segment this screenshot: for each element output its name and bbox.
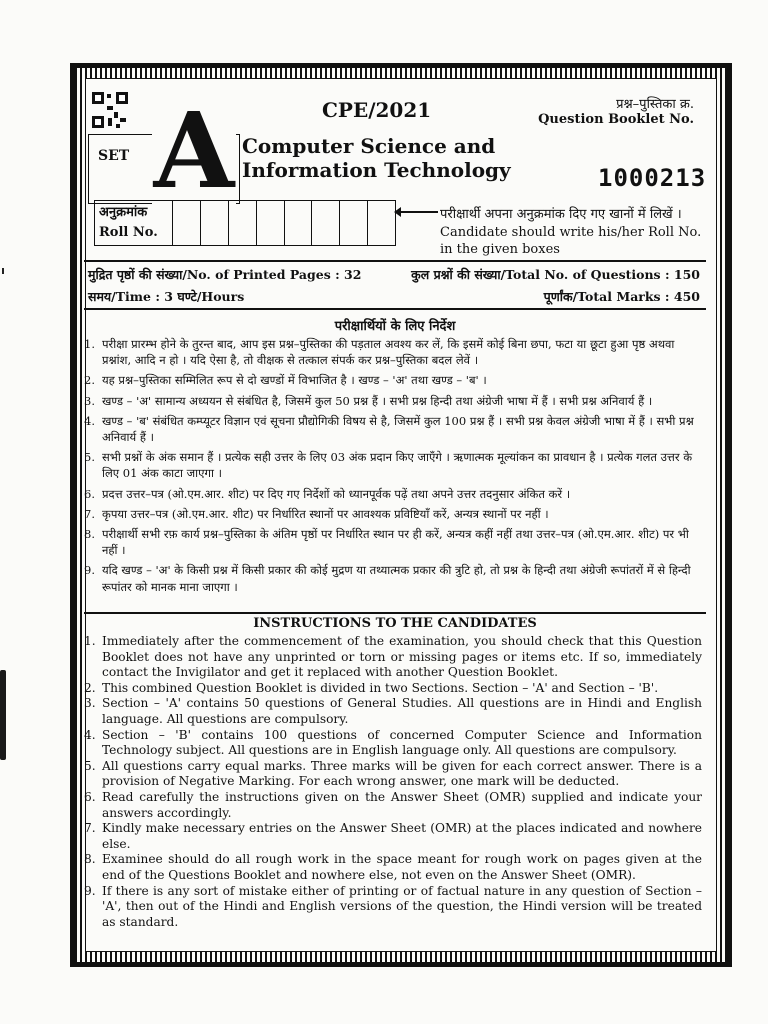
instruction-text: कृपया उत्तर–पत्र (ओ.एम.आर. शीट) पर निर्धारित स्थानों पर आवश्यक प्रविष्टियाँ करें, अन्यत्र स्थानों पर नहीं । [102,506,549,521]
instruction-item [84,336,702,368]
divider [84,308,706,310]
roll-cell[interactable] [312,201,340,245]
instruction-number: 4. [84,727,96,742]
scan-artifact-binding [0,670,6,760]
instruction-text: Read carefully the instructions given on the Answer Sheet (OMR) supplied and indicate your answers accordingly. [102,789,702,820]
instruction-text: प्रदत्त उत्तर–पत्र (ओ.एम.आर. शीट) पर दिए गए निर्देशों को ध्यानपूर्वक पढ़ें तथा अपने उत्तर तदनुसार अंकित करें । [102,486,571,501]
instruction-number: 6. [84,789,96,804]
roll-instruction-hindi: परीक्षार्थी अपना अनुक्रमांक दिए गए खानों में लिखें । [440,207,682,222]
instruction-item [84,562,702,594]
instruction-item [84,759,702,790]
english-instructions-list [84,634,702,930]
instruction-text: Kindly make necessary entries on the Answer Sheet (OMR) at the places indicated and nowhere else. [102,821,702,851]
roll-cell[interactable] [229,201,257,245]
instruction-text: परीक्षा प्रारम्भ होने के तुरन्त बाद, आप इस प्रश्न–पुस्तिका की पड़ताल अवश्य कर लें, कि इसमें कोई बिना छपा, फटा या छूटा हुआ पृष्ठ अथवा प्रश्नांश, आदि न हो । यदि ऐसा है, तो वीक्षक से तत्काल संपर्क कर प्रश्न–पुस्तिका बदल लेवें । [102,337,675,368]
instruction-text: This combined Question Booklet is divided in two Sections. Section – 'A' and Section – 'B'. [102,680,659,695]
instruction-number: 9. [84,883,96,898]
instruction-number: 3. [84,393,95,408]
hindi-instructions-list [84,336,702,599]
scan-artifact-top [2,268,4,274]
instruction-number: 6. [84,486,95,501]
booklet-label-hindi: प्रश्न–पुस्तिका क्र. [616,97,694,112]
instruction-item [84,852,702,883]
instruction-item [84,506,702,522]
booklet-number: 1000213 [598,164,706,192]
instruction-item [84,696,702,727]
roll-cell[interactable] [173,201,201,245]
subject-title: Computer Science and Information Technology [242,134,511,182]
instruction-item [84,413,702,445]
instruction-item [84,486,702,502]
printed-pages: मुद्रित पृष्ठों की संख्या/No. of Printed Pages : 32 [88,267,362,282]
time: समय/Time : 3 घण्टे/Hours [88,289,245,304]
hindi-instructions-title: परीक्षार्थियों के लिए निर्देश [334,319,456,334]
instruction-item [84,372,702,388]
instruction-item [84,449,702,481]
english-instructions-title: INSTRUCTIONS TO THE CANDIDATES [253,616,537,631]
instruction-text: खण्ड – 'अ' सामान्य अध्ययन से संबंधित है, जिसमें कुल 50 प्रश्न हैं । सभी प्रश्न हिन्दी तथा अंग्रेजी भाषा में हैं । सभी प्रश्न अनिवार्य हैं । [102,393,653,408]
instruction-item [84,526,702,558]
roll-cell[interactable] [201,201,229,245]
set-label: SET [98,148,130,164]
instruction-number: 8. [84,852,96,867]
instruction-text: Immediately after the commencement of the examination, you should check that this Question Booklet does not have any unprinted or torn or missing pages or items etc. If so, immediately contact the Invigilator and get it replaced with another Question Booklet. [102,634,702,680]
roll-instruction-english: Candidate should write his/her Roll No. in the given boxes [440,225,702,257]
instruction-number: 5. [84,450,95,465]
qr-code-icon [92,92,128,128]
instruction-number: 2. [84,373,95,388]
instruction-number: 7. [84,506,95,521]
instruction-item [84,393,702,409]
instruction-number: 7. [84,821,96,836]
instruction-item [84,634,702,681]
instruction-text: Section – 'A' contains 50 questions of General Studies. All questions are in Hindi and English language. All questions are compulsory. [102,696,702,726]
booklet-label-english: Question Booklet No. [538,112,694,127]
total-marks: पूर्णांक/Total Marks : 450 [543,289,700,304]
booklet-cover [84,78,706,940]
roll-label: अनुक्रमांक Roll No. [95,201,173,245]
instruction-number: 1. [84,634,96,648]
instruction-item [84,681,702,697]
total-questions: कुल प्रश्नों की संख्या/Total No. of Questions : 150 [411,267,700,282]
instruction-text: All questions carry equal marks. Three marks will be given for each correct answer. There is a provision of Negative Marking. For each wrong answer, one mark will be deducted. [102,758,702,789]
instruction-text: If there is any sort of mistake either of printing or of factual nature in any question of Section – 'A', then out of the Hindi and English versions of the question, the Hindi version will be treated as standard. [102,883,702,929]
instruction-number: 3. [84,696,96,711]
instruction-number: 5. [84,758,96,773]
instruction-number: 1. [84,337,95,351]
divider [84,260,706,262]
instruction-text: परीक्षार्थी सभी रफ़ कार्य प्रश्न–पुस्तिका के अंतिम पृष्ठों पर निर्धारित स्थान पर ही करें, अन्यत्र कहीं नहीं तथा उत्तर–पत्र (ओ.एम.आर. शीट) पर भी नहीं । [102,527,689,558]
roll-cell[interactable] [285,201,313,245]
instruction-number: 8. [84,527,95,542]
roll-number-box [94,200,396,246]
arrow-left-icon [400,211,438,213]
instruction-text: Section – 'B' contains 100 questions of concerned Computer Science and Information Technology subject. All questions are in English language only. All questions are compulsory. [102,727,702,758]
roll-cell[interactable] [368,201,395,245]
roll-cell[interactable] [257,201,285,245]
instruction-text: यदि खण्ड – 'अ' के किसी प्रश्न में किसी प्रकार की कोई मुद्रण या तथ्यात्मक प्रकार की त्रुटि हो, तो प्रश्न के हिन्दी तथा अंग्रेजी रूपांतरों में से हिन्दी रूपांतर को मानक माना जाएगा । [102,563,691,594]
exam-code: CPE/2021 [322,98,432,122]
instruction-text: खण्ड – 'ब' संबंधित कम्प्यूटर विज्ञान एवं सूचना प्रौद्योगिकी विषय से है, जिसमें कुल 100 प्रश्न हैं । सभी प्रश्न केवल अंग्रेजी भाषा में हैं । सभी प्रश्न अनिवार्य हैं । [102,413,694,445]
instruction-text: यह प्रश्न–पुस्तिका सम्मिलित रूप से दो खण्डों में विभाजित है । खण्ड – 'अ' तथा खण्ड – 'ब' । [102,373,487,388]
instruction-item [84,821,702,852]
instruction-item [84,728,702,759]
instruction-number: 9. [84,563,95,578]
set-letter: A [153,89,235,212]
instruction-number: 2. [84,680,96,695]
instruction-item [84,884,702,931]
roll-cell[interactable] [340,201,368,245]
instruction-text: सभी प्रश्नों के अंक समान हैं । प्रत्येक सही उत्तर के लिए 03 अंक प्रदान किए जाएँगे । ऋणात्मक मूल्यांकन का प्रावधान है । प्रत्येक गलत उत्तर के लिए 01 अंक काटा जाएगा । [102,450,693,481]
instruction-text: Examinee should do all rough work in the space meant for rough work on pages given at the end of the Questions Booklet and nowhere else, not even on the Answer Sheet (OMR). [102,852,702,882]
instruction-item [84,790,702,821]
instruction-number: 4. [84,413,95,428]
divider [84,612,706,614]
